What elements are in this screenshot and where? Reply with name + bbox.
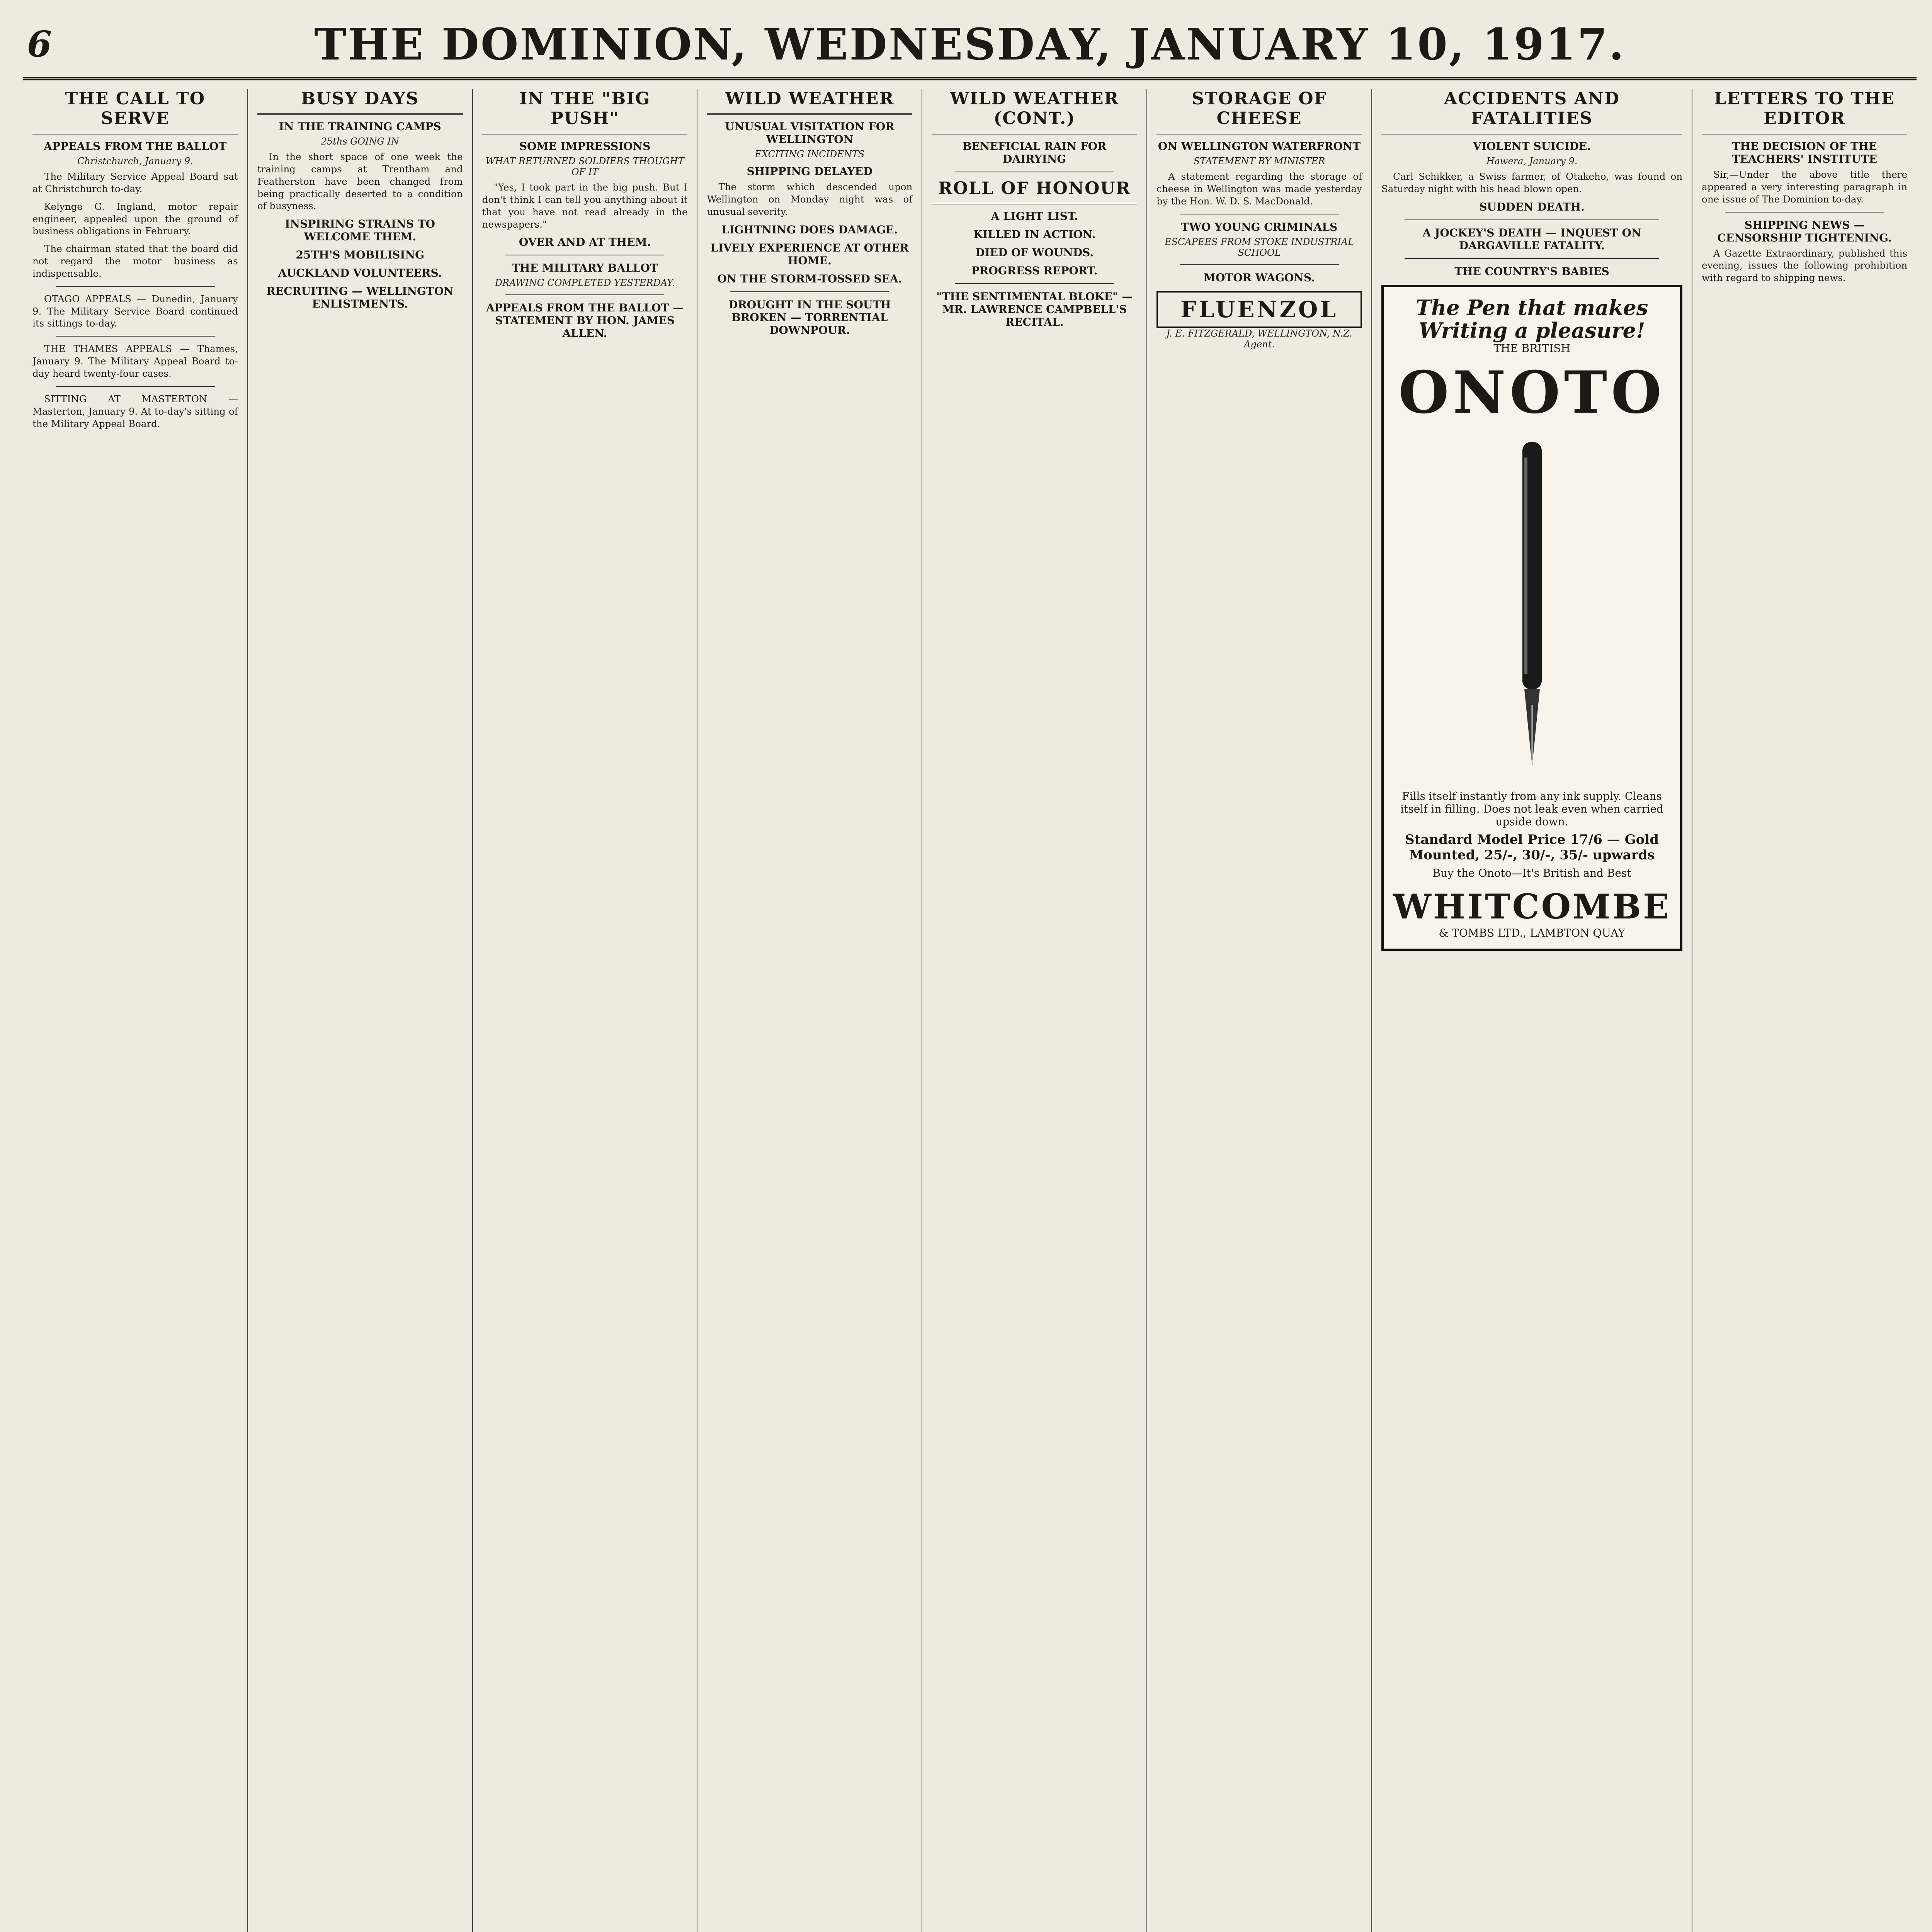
paragraph: The Military Service Appeal Board sat at Christchurch to-day. [32, 171, 238, 194]
onoto-advertisement [1381, 285, 1682, 951]
section-heading: LIVELY EXPERIENCE AT OTHER HOME. [711, 241, 909, 267]
column-heading: STORAGE OF CHEESE [1156, 89, 1362, 134]
paragraph: Kelynge G. Ingland, motor repair engineer, appealed upon the ground of business obligations in February. [32, 201, 238, 237]
paragraph: A Gazette Extraordinary, published this evening, issues the following prohibition with regard to shipping news. [1702, 247, 1907, 284]
divider [955, 283, 1114, 284]
ad-tagline: The Pen that makes Writing a pleasure! [1415, 295, 1648, 343]
column-subheading: VIOLENT SUICIDE. [1473, 140, 1591, 153]
section-heading: OVER AND AT THEM. [519, 236, 651, 249]
column-subheading: BENEFICIAL RAIN FOR DAIRYING [963, 140, 1107, 165]
divider [56, 286, 215, 287]
column-heading: WILD WEATHER [707, 89, 912, 115]
column-storage-of-cheese [1147, 89, 1372, 1932]
fluenzol-seller: J. E. FITZGERALD, WELLINGTON, N.Z. Agent. [1166, 328, 1352, 350]
column-heading: IN THE "BIG PUSH" [482, 89, 688, 134]
paragraph: Carl Schikker, a Swiss farmer, of Otakeho, was found on Saturday night with his head blown open. [1381, 171, 1683, 194]
column-subheading: APPEALS FROM THE BALLOT [44, 140, 227, 153]
column-busy-days [248, 89, 473, 1932]
column-heading: WILD WEATHER (CONT.) [932, 89, 1137, 134]
column-heading: BUSY DAYS [257, 89, 463, 115]
column-big-push [473, 89, 698, 1932]
column-letters [1692, 89, 1917, 1932]
divider [1725, 212, 1884, 213]
ad-brand: ONOTO [1398, 359, 1665, 427]
dateline: ESCAPEES FROM STOKE INDUSTRIAL SCHOOL [1165, 236, 1354, 258]
section-heading: 25TH'S MOBILISING [296, 248, 425, 262]
ad-description: Fills itself instantly from any ink supply. Cleans itself in filling. Does not leak even when carried upside down. [1400, 790, 1663, 828]
ad-price: Standard Model Price 17/6 — Gold Mounted, 25/-, 30/-, 35/- upwards [1405, 832, 1659, 863]
paragraph: A statement regarding the storage of cheese in Wellington was made yesterday by the Hon. W. D. S. MacDonald. [1156, 171, 1362, 207]
paragraph: "Yes, I took part in the big push. But I don't think I can tell you anything about it that you have not read already in the newspapers." [482, 182, 688, 230]
section-heading: A LIGHT LIST. [991, 210, 1078, 223]
paragraph: Sir,—Under the above title there appeared a very interesting paragraph in one issue of The Dominion to-day. [1702, 169, 1907, 205]
dateline: DRAWING COMPLETED YESTERDAY. [495, 277, 675, 289]
dateline: EXCITING INCIDENTS [755, 149, 865, 160]
column-call-to-serve [23, 89, 248, 1932]
paragraph: THE THAMES APPEALS — Thames, January 9. The Military Appeal Board to-day heard twenty-four cases. [32, 343, 238, 379]
dateline: WHAT RETURNED SOLDIERS THOUGHT OF IT [485, 156, 684, 177]
section-heading: RECRUITING — WELLINGTON ENLISTMENTS. [266, 285, 454, 311]
divider [1180, 264, 1339, 265]
column-subheading: IN THE TRAINING CAMPS [279, 120, 441, 133]
section-heading: SHIPPING NEWS — CENSORSHIP TIGHTENING. [1717, 218, 1892, 244]
columns-container [23, 89, 1917, 1932]
column-accidents [1372, 89, 1692, 1932]
section-heading: THE MILITARY BALLOT [512, 262, 658, 275]
column-heading: ACCIDENTS AND FATALITIES [1381, 89, 1682, 134]
ad-store: WHITCOMBE [1393, 886, 1671, 927]
divider [730, 291, 889, 292]
divider [56, 386, 215, 387]
section-heading: SUDDEN DEATH. [1479, 200, 1585, 213]
section-heading: KILLED IN ACTION. [973, 228, 1096, 241]
divider [505, 294, 665, 295]
column-subheading: THE DECISION OF THE TEACHERS' INSTITUTE [1732, 140, 1878, 165]
section-heading: A JOCKEY'S DEATH — INQUEST ON DARGAVILLE FATALITY. [1422, 226, 1641, 252]
masthead [23, 15, 1917, 80]
section-heading: MOTOR WAGONS. [1204, 271, 1315, 284]
section-heading: TWO YOUNG CRIMINALS [1181, 220, 1338, 233]
divider [56, 336, 215, 337]
divider [1405, 219, 1659, 220]
paragraph: SITTING AT MASTERTON — Masterton, January 9. At to-day's sitting of the Military Appeal Board. [32, 393, 238, 429]
fountain-pen-icon [1509, 434, 1555, 782]
newspaper-title: THE DOMINION, WEDNESDAY, JANUARY 10, 1917. [314, 19, 1626, 70]
dateline: Hawera, January 9. [1486, 156, 1578, 167]
page-number: 6 [27, 23, 52, 65]
dateline: Christchurch, January 9. [77, 156, 193, 167]
paragraph: In the short space of one week the training camps at Trentham and Featherston have been changed from being practically deserted to a condition of busyness. [257, 151, 463, 212]
section-heading: "THE SENTIMENTAL BLOKE" — MR. LAWRENCE CAMPBELL'S RECITAL. [936, 290, 1133, 328]
column-wild-weather [697, 89, 922, 1932]
column-heading: LETTERS TO THE EDITOR [1702, 89, 1907, 134]
section-heading: SHIPPING DELAYED [747, 165, 873, 178]
column-heading: THE CALL TO SERVE [32, 89, 238, 134]
section-heading: AUCKLAND VOLUNTEERS. [278, 267, 442, 280]
section-heading: PROGRESS REPORT. [971, 264, 1098, 277]
paragraph: OTAGO APPEALS — Dunedin, January 9. The Military Service Board continued its sittings to-day. [32, 293, 238, 329]
fluenzol-ad: FLUENZOL [1156, 291, 1362, 328]
section-heading: INSPIRING STRAINS TO WELCOME THEM. [285, 218, 435, 243]
ad-store-address: & TOMBS LTD., LAMBTON QUAY [1439, 927, 1625, 940]
dateline: 25ths GOING IN [321, 136, 399, 147]
divider [1405, 258, 1659, 259]
section-heading: APPEALS FROM THE BALLOT — STATEMENT BY HON. JAMES ALLEN. [486, 301, 684, 340]
section-heading: DIED OF WOUNDS. [975, 246, 1094, 259]
section-heading: ON THE STORM-TOSSED SEA. [717, 272, 902, 285]
section-heading: DROUGHT IN THE SOUTH BROKEN — TORRENTIAL DOWNPOUR. [728, 298, 891, 337]
ad-slogan: Buy the Onoto—It's British and Best [1432, 867, 1631, 880]
section-heading: THE COUNTRY'S BABIES [1454, 265, 1609, 278]
column-subheading: UNUSUAL VISITATION FOR WELLINGTON [725, 120, 895, 146]
column-subheading: SOME IMPRESSIONS [519, 140, 651, 153]
column-roll-of-honour [922, 89, 1147, 1932]
paragraph: The storm which descended upon Wellington on Monday night was of unusual severity. [707, 181, 913, 217]
section-heading: ROLL OF HONOUR [932, 179, 1137, 204]
section-heading: LIGHTNING DOES DAMAGE. [721, 223, 898, 236]
ad-brand-prefix: THE BRITISH [1493, 342, 1570, 355]
column-subheading: ON WELLINGTON WATERFRONT [1158, 140, 1361, 153]
paragraph: The chairman stated that the board did not regard the motor business as indispensable. [32, 243, 238, 279]
dateline: STATEMENT BY MINISTER [1193, 156, 1325, 167]
